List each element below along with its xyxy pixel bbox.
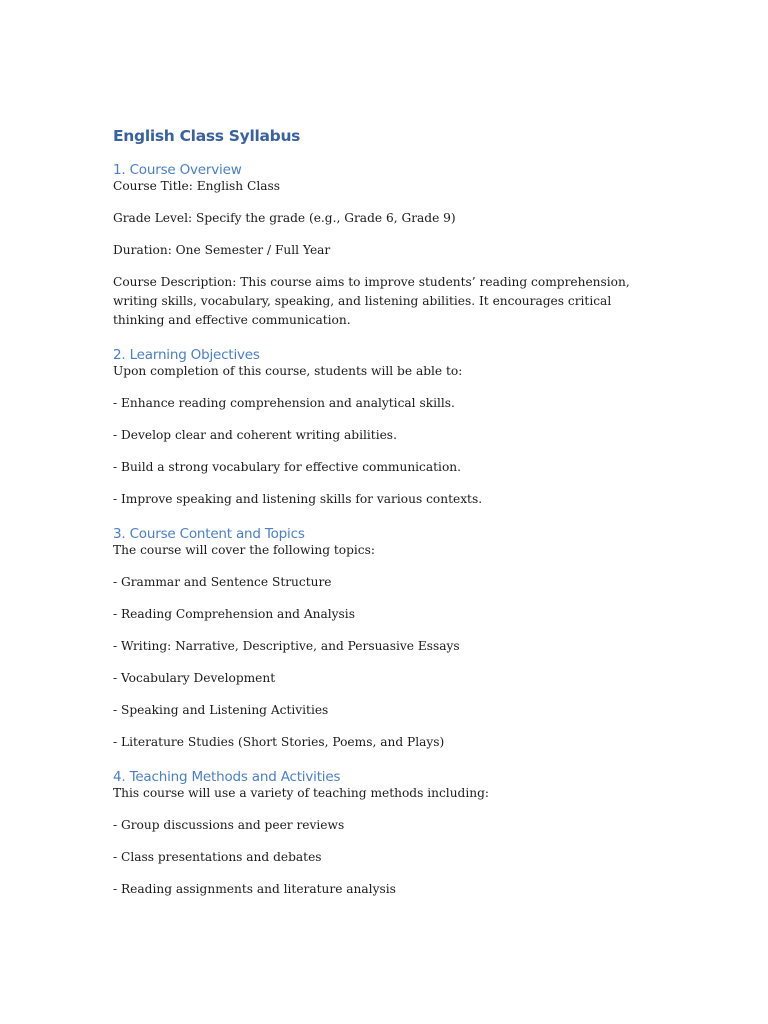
list-item: - Build a strong vocabulary for effective communication. xyxy=(113,460,462,474)
list-item: - Literature Studies (Short Stories, Poems, and Plays) xyxy=(113,735,445,749)
section-teaching-methods xyxy=(113,765,658,899)
list-item: - Enhance reading comprehension and analytical skills. xyxy=(113,396,455,410)
section-course-overview xyxy=(113,158,658,330)
section-learning-objectives xyxy=(113,343,658,509)
document-title: English Class Syllabus xyxy=(113,127,301,145)
section-heading: 2. Learning Objectives xyxy=(113,347,260,363)
section-heading: 4. Teaching Methods and Activities xyxy=(113,769,341,785)
paragraph: Course Title: English Class xyxy=(113,179,281,193)
list-item: - Group discussions and peer reviews xyxy=(113,818,345,832)
list-item: - Speaking and Listening Activities xyxy=(113,703,329,717)
document-content xyxy=(113,122,658,912)
paragraph: This course will use a variety of teaching methods including: xyxy=(113,786,490,800)
list-item: - Class presentations and debates xyxy=(113,850,322,864)
list-item: - Reading Comprehension and Analysis xyxy=(113,607,355,621)
list-item: - Vocabulary Development xyxy=(113,671,276,685)
section-course-content xyxy=(113,522,658,752)
paragraph: Upon completion of this course, students will be able to: xyxy=(113,364,463,378)
paragraph: Course Description: This course aims to improve students’ reading comprehension, writing skills, vocabulary, speaking, and listening abilities. It encourages critical thinking and effective communication. xyxy=(113,275,630,327)
section-heading: 3. Course Content and Topics xyxy=(113,526,305,542)
list-item: - Develop clear and coherent writing abilities. xyxy=(113,428,397,442)
paragraph: Duration: One Semester / Full Year xyxy=(113,243,331,257)
list-item: - Grammar and Sentence Structure xyxy=(113,575,332,589)
list-item: - Improve speaking and listening skills for various contexts. xyxy=(113,492,483,506)
list-item: - Reading assignments and literature analysis xyxy=(113,882,396,896)
section-heading: 1. Course Overview xyxy=(113,162,242,178)
list-item: - Writing: Narrative, Descriptive, and Persuasive Essays xyxy=(113,639,460,653)
paragraph: The course will cover the following topics: xyxy=(113,543,375,557)
paragraph: Grade Level: Specify the grade (e.g., Grade 6, Grade 9) xyxy=(113,211,456,225)
